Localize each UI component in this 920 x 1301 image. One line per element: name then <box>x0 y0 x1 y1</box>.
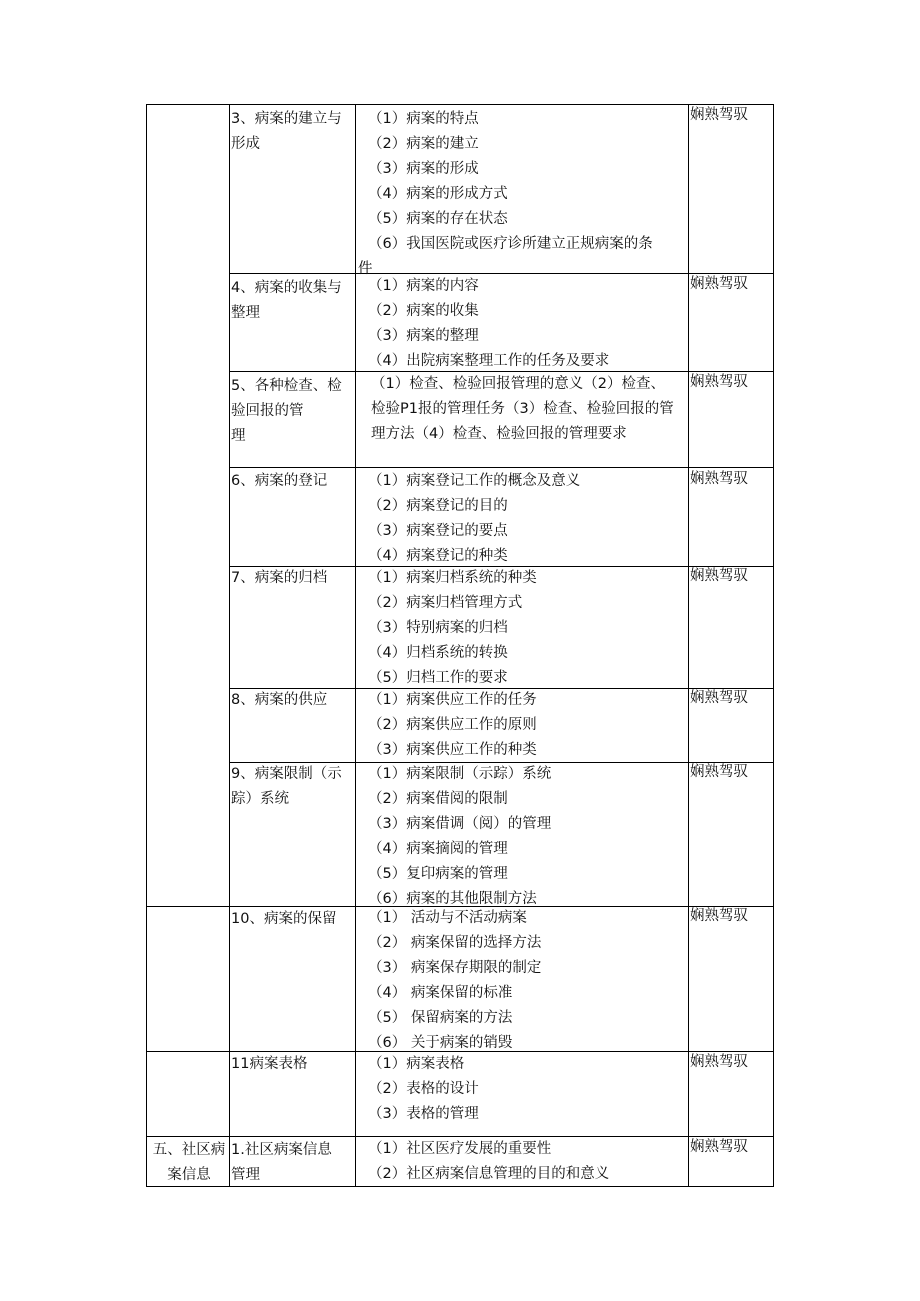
list-item: （2）病案的收集 <box>368 303 479 319</box>
topic-line: 整理 <box>231 305 260 321</box>
requirement-cell: 娴熟驾驭 <box>690 690 748 706</box>
topic-line: 理 <box>231 428 246 444</box>
list-item: （3）病案的整理 <box>368 328 479 344</box>
list-item: 检验P1报的管理任务（3）检查、检验回报的管 <box>371 401 674 417</box>
items-cell <box>368 469 580 569</box>
items-cell <box>368 1052 479 1127</box>
list-item: （6）我国医院或医疗诊所建立正规病案的条 <box>368 236 653 252</box>
list-item: （3）特别病案的归档 <box>368 620 508 636</box>
topic-line: 4、病案的收集与 <box>231 280 342 296</box>
section-cell <box>148 1138 230 1188</box>
list-item: （2）病案的建立 <box>368 136 479 152</box>
list-item: （4）病案摘阅的管理 <box>368 841 508 857</box>
topic-line: 形成 <box>231 136 260 152</box>
list-item: （1）病案的内容 <box>368 278 479 294</box>
topic-cell <box>231 907 336 932</box>
topic-line: 管理 <box>231 1167 260 1183</box>
requirement-cell: 娴熟驾驭 <box>690 276 748 292</box>
items-cell <box>368 566 537 691</box>
list-item: （4）出院病案整理工作的任务及要求 <box>368 353 610 369</box>
list-item: （2）病案登记的目的 <box>368 498 508 514</box>
list-item: （6） 关于病案的销毁 <box>368 1035 513 1051</box>
section-line: 五、社区病 <box>152 1142 226 1158</box>
list-item: （3）病案的形成 <box>368 161 479 177</box>
topic-line: 11病案表格 <box>231 1056 308 1072</box>
list-item: （1）病案限制（示踪）系统 <box>368 766 552 782</box>
list-item: （2） 病案保留的选择方法 <box>368 935 542 951</box>
list-item: （3）表格的管理 <box>368 1106 479 1122</box>
list-item: （2）病案借阅的限制 <box>368 791 508 807</box>
topic-line: 踪）系统 <box>231 791 289 807</box>
table-border-left <box>146 104 147 1187</box>
topic-cell <box>231 374 342 449</box>
list-item: （5）归档工作的要求 <box>368 670 508 686</box>
list-item: （2）社区病案信息管理的目的和意义 <box>368 1166 610 1182</box>
items-cell <box>368 1137 609 1187</box>
list-item: （1）病案供应工作的任务 <box>368 692 537 708</box>
requirement-cell: 娴熟驾驭 <box>690 107 748 123</box>
list-item: （3）病案借调（阅）的管理 <box>368 816 552 832</box>
list-item: （4） 病案保留的标准 <box>368 985 513 1001</box>
list-item: （4）病案的形成方式 <box>368 186 508 202</box>
topic-cell <box>231 566 327 591</box>
list-item: （6）病案的其他限制方法 <box>368 891 537 907</box>
list-item: （3）病案供应工作的种类 <box>368 742 537 758</box>
topic-cell <box>231 762 342 812</box>
topic-line: 7、病案的归档 <box>231 570 328 586</box>
items-cell <box>368 274 609 374</box>
requirement-cell: 娴熟驾驭 <box>690 764 748 780</box>
requirement-cell: 娴熟驾驭 <box>690 374 748 390</box>
list-item: （5） 保留病案的方法 <box>368 1010 513 1026</box>
topic-line: 验回报的管 <box>231 403 304 419</box>
requirement-cell: 娴熟驾驭 <box>690 568 748 584</box>
topic-line: 8、病案的供应 <box>231 692 328 708</box>
list-item: （3） 病案保存期限的制定 <box>368 960 542 976</box>
list-item: 理方法（4）检查、检验回报的管理要求 <box>371 426 627 442</box>
col-divider-2 <box>355 104 356 1187</box>
col-divider-1 <box>229 104 230 1187</box>
list-item: （1）社区医疗发展的重要性 <box>368 1141 552 1157</box>
requirement-cell: 娴熟驾驭 <box>690 1139 748 1155</box>
list-item: （4）归档系统的转换 <box>368 645 508 661</box>
items-cell <box>358 107 653 277</box>
requirement-cell: 娴熟驾驭 <box>690 1054 748 1070</box>
topic-cell <box>231 469 327 494</box>
topic-line: 10、病案的保留 <box>231 911 337 927</box>
topic-cell <box>231 1052 307 1077</box>
list-item: （1）病案的特点 <box>368 111 479 127</box>
items-cell <box>368 906 541 1056</box>
list-item: 件 <box>358 261 373 277</box>
requirement-cell: 娴熟驾驭 <box>690 908 748 924</box>
col-divider-3 <box>688 104 689 1187</box>
list-item: （5）复印病案的管理 <box>368 866 508 882</box>
requirement-cell: 娴熟驾驭 <box>690 471 748 487</box>
topic-line: 3、病案的建立与 <box>231 111 342 127</box>
list-item: （1）检查、检验回报管理的意义（2）检查、 <box>371 376 665 392</box>
topic-line: 9、病案限制（示 <box>231 766 342 782</box>
list-item: （2）病案归档管理方式 <box>368 595 523 611</box>
list-item: （2）表格的设计 <box>368 1081 479 1097</box>
topic-cell <box>231 107 342 157</box>
topic-line: 5、各种检查、检 <box>231 378 342 394</box>
section-line: 案信息 <box>167 1167 211 1183</box>
topic-line: 6、病案的登记 <box>231 473 328 489</box>
table-border-right <box>773 104 774 1187</box>
topic-cell <box>231 276 342 326</box>
list-item: （3）病案登记的要点 <box>368 523 508 539</box>
items-cell <box>368 688 537 763</box>
table-border-top <box>146 104 774 105</box>
list-item: （4）病案登记的种类 <box>368 548 508 564</box>
list-item: （5）病案的存在状态 <box>368 211 508 227</box>
topic-cell <box>231 688 327 713</box>
list-item: （1） 活动与不活动病案 <box>368 910 527 926</box>
items-cell <box>371 372 674 447</box>
list-item: （1）病案登记工作的概念及意义 <box>368 473 581 489</box>
list-item: （1）病案表格 <box>368 1056 465 1072</box>
topic-cell <box>231 1138 332 1188</box>
topic-line: 1.社区病案信息 <box>231 1142 332 1158</box>
items-cell <box>368 762 551 912</box>
list-item: （2）病案供应工作的原则 <box>368 717 537 733</box>
list-item: （1）病案归档系统的种类 <box>368 570 537 586</box>
